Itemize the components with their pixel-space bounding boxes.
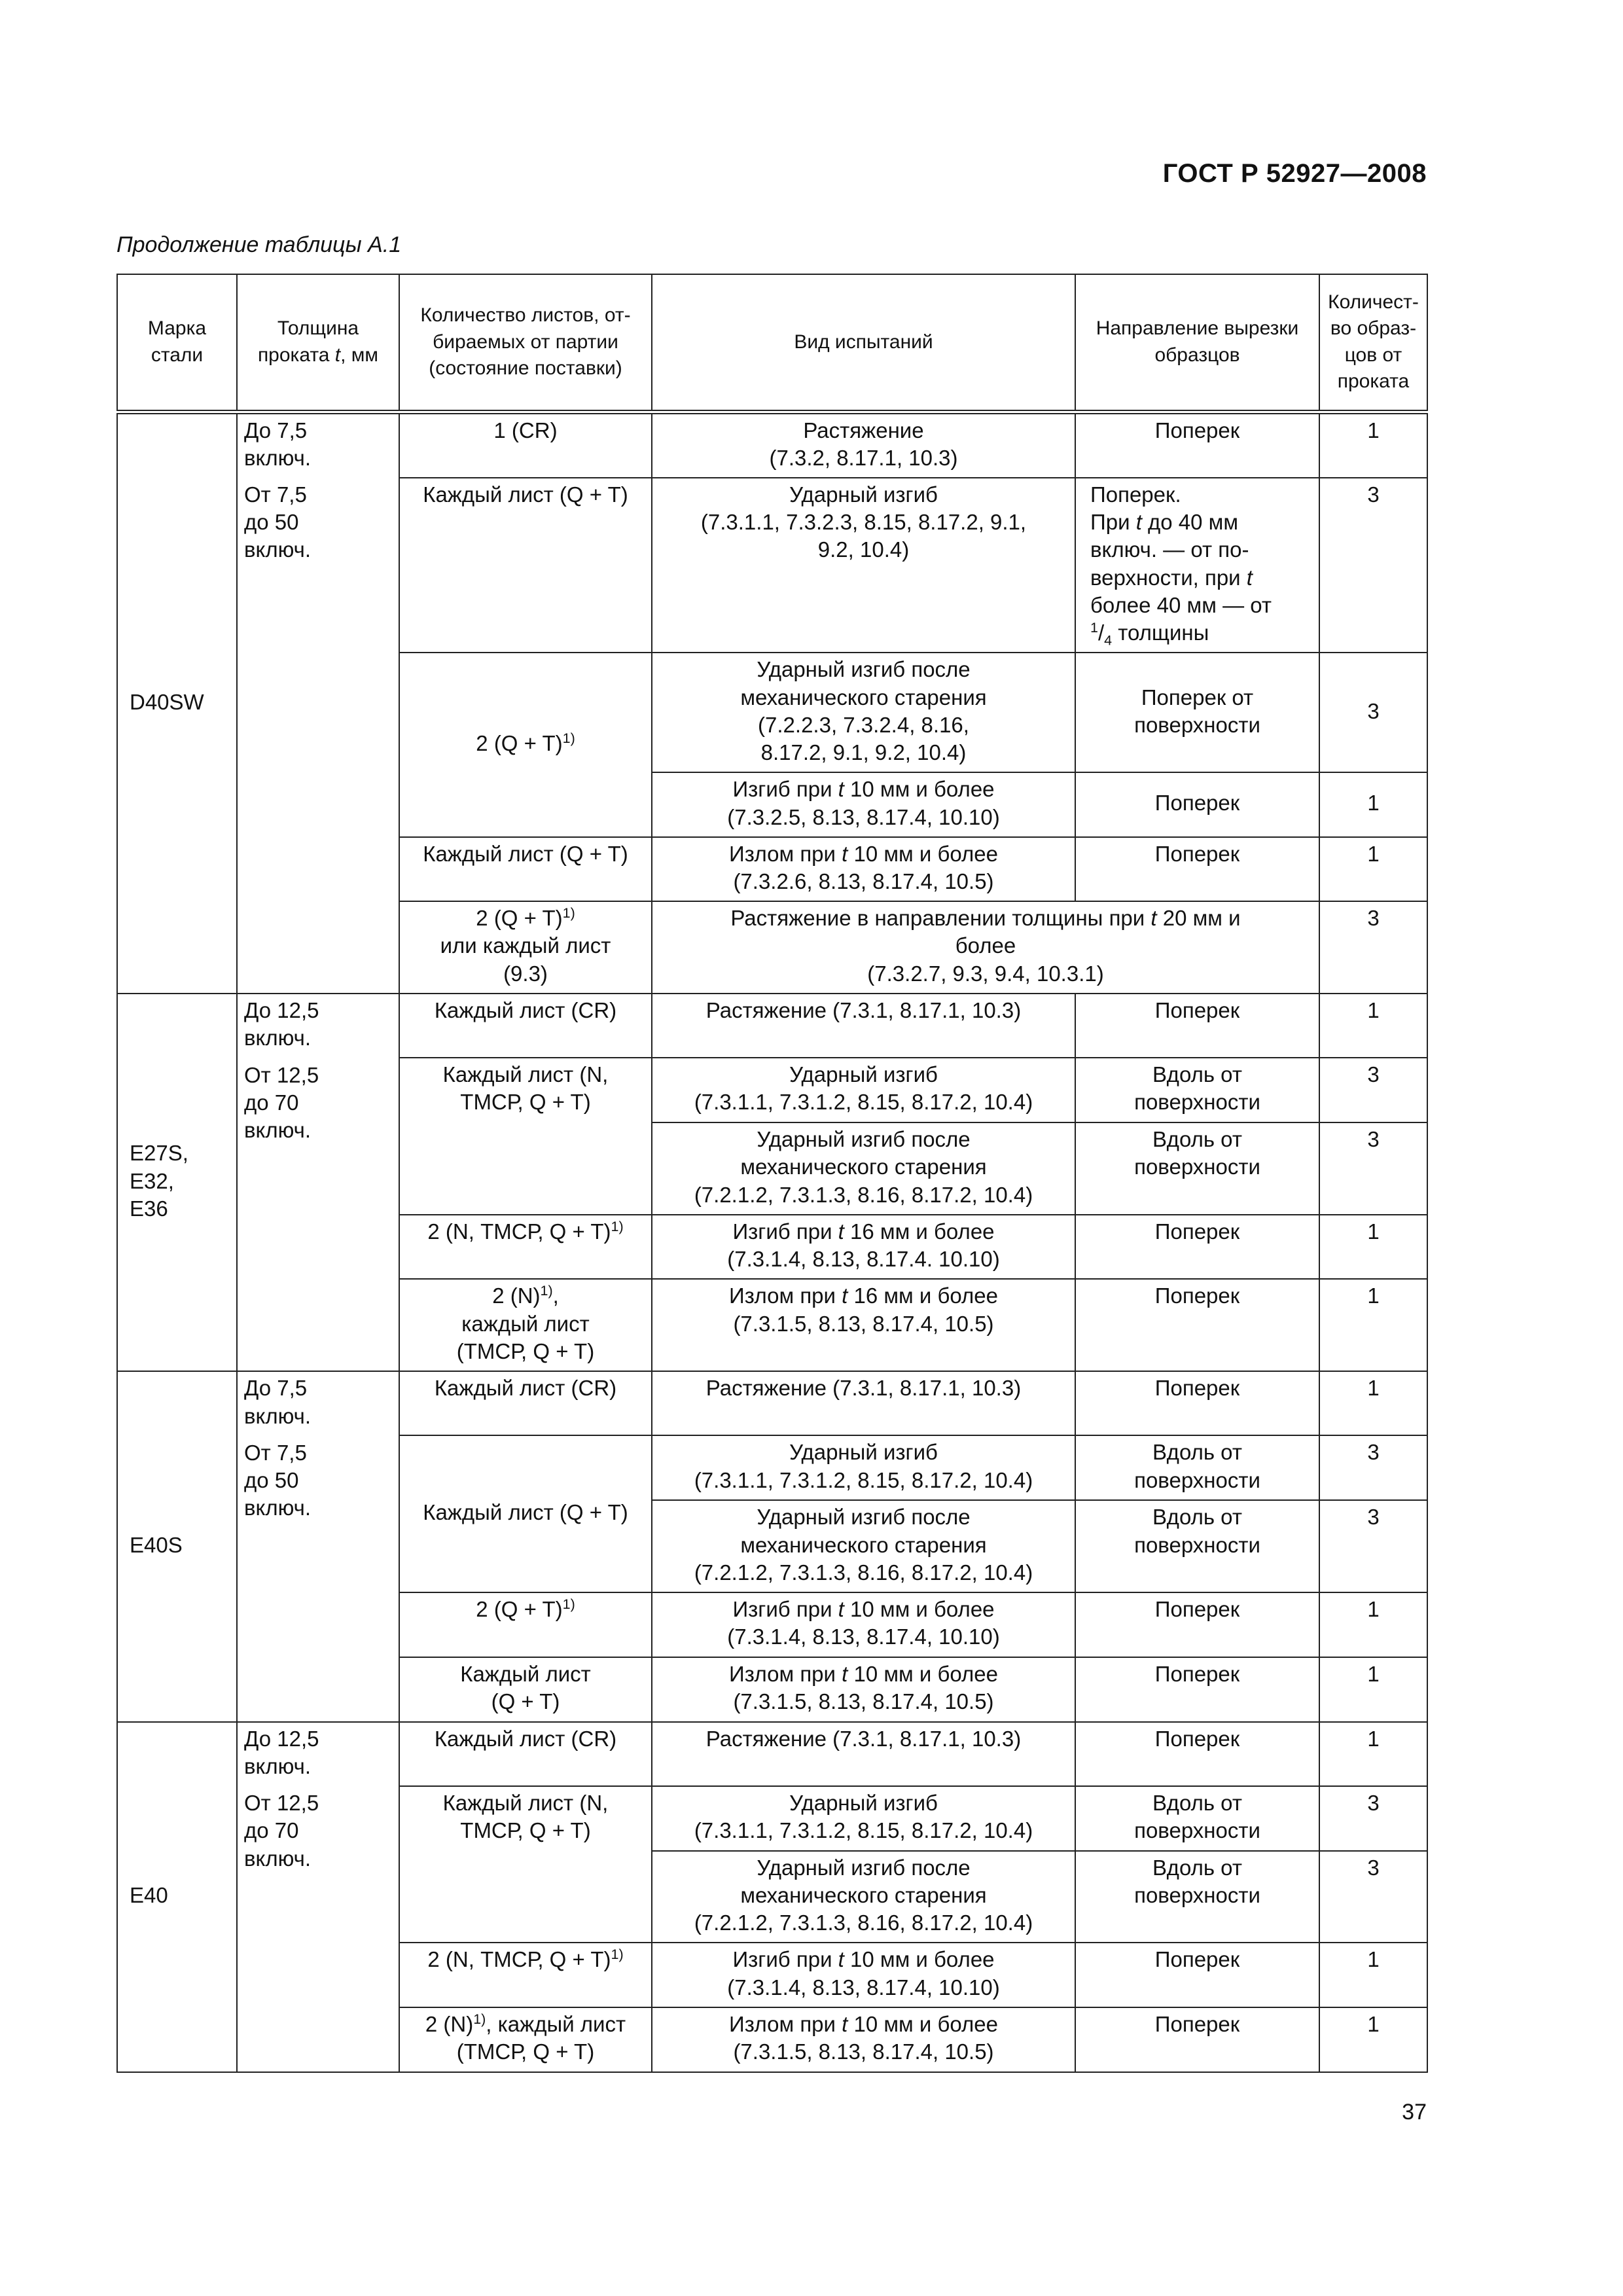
quantity-cell: 1 (CR): [399, 412, 652, 478]
count-cell: 3: [1319, 653, 1427, 772]
col-header-test: Вид испытаний: [652, 274, 1075, 412]
count-cell: 1: [1319, 1371, 1427, 1435]
test-cell: Излом при t 10 мм и более (7.3.1.5, 8.13, 8.17.4, 10.5): [652, 2007, 1075, 2072]
count-cell: 1: [1319, 412, 1427, 478]
test-cell: Изгиб при t 10 мм и более (7.3.1.4, 8.13, 8.17.4, 10.10): [652, 1592, 1075, 1657]
table-row: [117, 994, 1427, 1058]
quantity-cell: Каждый лист (Q + T): [399, 837, 652, 901]
direction-cell: Поперек. При t до 40 мм включ. — от по- верхности, при t более 40 мм — от $^1/_4$ толщины: [1075, 478, 1319, 653]
test-cell: Ударный изгиб (7.3.1.1, 7.3.2.3, 8.15, 8.17.2, 9.1, 9.2, 10.4): [652, 478, 1075, 653]
direction-cell: Поперек: [1075, 1722, 1319, 1786]
test-cell: Ударный изгиб (7.3.1.1, 7.3.1.2, 8.15, 8.17.2, 10.4): [652, 1058, 1075, 1122]
quantity-cell: Каждый лист (CR): [399, 1371, 652, 1435]
quantity-cell: 2 $(Q + T)^{1)}$: [399, 653, 652, 836]
count-cell: 3: [1319, 901, 1427, 994]
table-row: [117, 1722, 1427, 1786]
table-row: [117, 412, 1427, 478]
standard-designation: ГОСТ Р 52927—2008: [1162, 159, 1427, 188]
count-cell: 1: [1319, 1943, 1427, 2007]
col-header-count: Количест- во образ- цов от проката: [1319, 274, 1427, 412]
count-cell: 1: [1319, 772, 1427, 836]
grade-cell-e27s: E27S, E32, E36: [117, 994, 237, 1371]
table-row: [117, 1371, 1427, 1435]
quantity-cell: Каждый лист (N, ТМСР, Q + T): [399, 1058, 652, 1215]
direction-cell: Вдоль от поверхности: [1075, 1058, 1319, 1122]
grade-cell-e40: E40: [117, 1722, 237, 2072]
quantity-cell: 2 $(N)^{1)}$, каждый лист (ТМСР, Q + T): [399, 2007, 652, 2072]
count-cell: 1: [1319, 837, 1427, 901]
test-cell: Ударный изгиб (7.3.1.1, 7.3.1.2, 8.15, 8.17.2, 10.4): [652, 1435, 1075, 1500]
test-cell: Излом при t 16 мм и более (7.3.1.5, 8.13, 8.17.4, 10.5): [652, 1279, 1075, 1371]
direction-cell: Вдоль от поверхности: [1075, 1786, 1319, 1851]
sampling-table: [116, 274, 1428, 2073]
direction-cell: Вдоль от поверхности: [1075, 1500, 1319, 1592]
direction-cell: Поперек: [1075, 1943, 1319, 2007]
quantity-cell: Каждый лист (Q + T): [399, 1657, 652, 1722]
direction-cell: Поперек: [1075, 1371, 1319, 1435]
direction-cell: Поперек: [1075, 994, 1319, 1058]
count-cell: 3: [1319, 1058, 1427, 1122]
test-cell: Изгиб при t 16 мм и более (7.3.1.4, 8.13, 8.17.4. 10.10): [652, 1215, 1075, 1279]
quantity-cell: Каждый лист (Q + T): [399, 478, 652, 653]
grade-cell-d40sw: D40SW: [117, 412, 237, 994]
direction-cell: Поперек: [1075, 1657, 1319, 1722]
direction-cell: Поперек: [1075, 2007, 1319, 2072]
test-cell: Ударный изгиб после механического старения (7.2.2.3, 7.3.2.4, 8.16, 8.17.2, 9.1, 9.2, 10.4): [652, 653, 1075, 772]
test-cell: Изгиб при t 10 мм и более (7.3.1.4, 8.13, 8.17.4, 10.10): [652, 1943, 1075, 2007]
count-cell: 1: [1319, 1215, 1427, 1279]
quantity-cell: Каждый лист (Q + T): [399, 1435, 652, 1592]
test-cell: Растяжение (7.3.1, 8.17.1, 10.3): [652, 1371, 1075, 1435]
count-cell: 1: [1319, 1279, 1427, 1371]
test-cell: Растяжение (7.3.1, 8.17.1, 10.3): [652, 1722, 1075, 1786]
quantity-cell: Каждый лист (CR): [399, 1722, 652, 1786]
quantity-cell: Каждый лист (N, ТМСР, Q + T): [399, 1786, 652, 1943]
direction-cell: Поперек: [1075, 1279, 1319, 1371]
count-cell: 3: [1319, 1122, 1427, 1215]
thickness-cell: До 12,5 включ. От 12,5 до 70 включ.: [237, 994, 399, 1371]
direction-cell: Вдоль от поверхности: [1075, 1851, 1319, 1943]
count-cell: 3: [1319, 478, 1427, 653]
table-continuation-caption: Продолжение таблицы А.1: [116, 232, 402, 257]
test-cell: Растяжение в направлении толщины при t 20 мм и более (7.3.2.7, 9.3, 9.4, 10.3.1): [652, 901, 1319, 994]
direction-cell: Вдоль от поверхности: [1075, 1122, 1319, 1215]
col-header-grade: Марка стали: [117, 274, 237, 412]
count-cell: 3: [1319, 1786, 1427, 1851]
page-number: 37: [1402, 2100, 1427, 2125]
quantity-cell: 2 $(N)^{1)}$, каждый лист (ТМСР, Q + T): [399, 1279, 652, 1371]
quantity-cell: Каждый лист (CR): [399, 994, 652, 1058]
test-cell: Изгиб при t 10 мм и более (7.3.2.5, 8.13, 8.17.4, 10.10): [652, 772, 1075, 836]
count-cell: 3: [1319, 1435, 1427, 1500]
thickness-cell: До 7,5 включ. От 7,5 до 50 включ.: [237, 412, 399, 994]
test-cell: Растяжение (7.3.1, 8.17.1, 10.3): [652, 994, 1075, 1058]
grade-cell-e40s: E40S: [117, 1371, 237, 1721]
direction-cell: Поперек: [1075, 772, 1319, 836]
quantity-cell: 2 (N, ТМСР, Q + T)$^{1)}$: [399, 1215, 652, 1279]
col-header-thickness: Толщина проката t, мм: [237, 274, 399, 412]
test-cell: Ударный изгиб после механического старения (7.2.1.2, 7.3.1.3, 8.16, 8.17.2, 10.4): [652, 1500, 1075, 1592]
test-cell: Ударный изгиб после механического старения (7.2.1.2, 7.3.1.3, 8.16, 8.17.2, 10.4): [652, 1122, 1075, 1215]
count-cell: 1: [1319, 2007, 1427, 2072]
thickness-cell: До 7,5 включ. От 7,5 до 50 включ.: [237, 1371, 399, 1721]
count-cell: 3: [1319, 1500, 1427, 1592]
count-cell: 1: [1319, 1722, 1427, 1786]
count-cell: 1: [1319, 994, 1427, 1058]
table-header-row: [117, 274, 1427, 412]
direction-cell: Поперек: [1075, 837, 1319, 901]
count-cell: 1: [1319, 1657, 1427, 1722]
col-header-direction: Направление вырезки образцов: [1075, 274, 1319, 412]
quantity-cell: 2 $(Q + T)^{1)}$ или каждый лист (9.3): [399, 901, 652, 994]
direction-cell: Поперек от поверхности: [1075, 653, 1319, 772]
test-cell: Ударный изгиб (7.3.1.1, 7.3.1.2, 8.15, 8.17.2, 10.4): [652, 1786, 1075, 1851]
quantity-cell: 2 (N, ТМСР, Q + T)$^{1)}$: [399, 1943, 652, 2007]
direction-cell: Поперек: [1075, 1592, 1319, 1657]
count-cell: 1: [1319, 1592, 1427, 1657]
quantity-cell: 2 $(Q + T)^{1)}$: [399, 1592, 652, 1657]
direction-cell: Вдоль от поверхности: [1075, 1435, 1319, 1500]
test-cell: Ударный изгиб после механического старения (7.2.1.2, 7.3.1.3, 8.16, 8.17.2, 10.4): [652, 1851, 1075, 1943]
test-cell: Растяжение (7.3.2, 8.17.1, 10.3): [652, 412, 1075, 478]
test-cell: Излом при t 10 мм и более (7.3.2.6, 8.13, 8.17.4, 10.5): [652, 837, 1075, 901]
count-cell: 3: [1319, 1851, 1427, 1943]
direction-cell: Поперек: [1075, 412, 1319, 478]
test-cell: Излом при t 10 мм и более (7.3.1.5, 8.13, 8.17.4, 10.5): [652, 1657, 1075, 1722]
direction-cell: Поперек: [1075, 1215, 1319, 1279]
col-header-quantity: Количество листов, от- бираемых от партии (состояние поставки): [399, 274, 652, 412]
thickness-cell: До 12,5 включ. От 12,5 до 70 включ.: [237, 1722, 399, 2072]
